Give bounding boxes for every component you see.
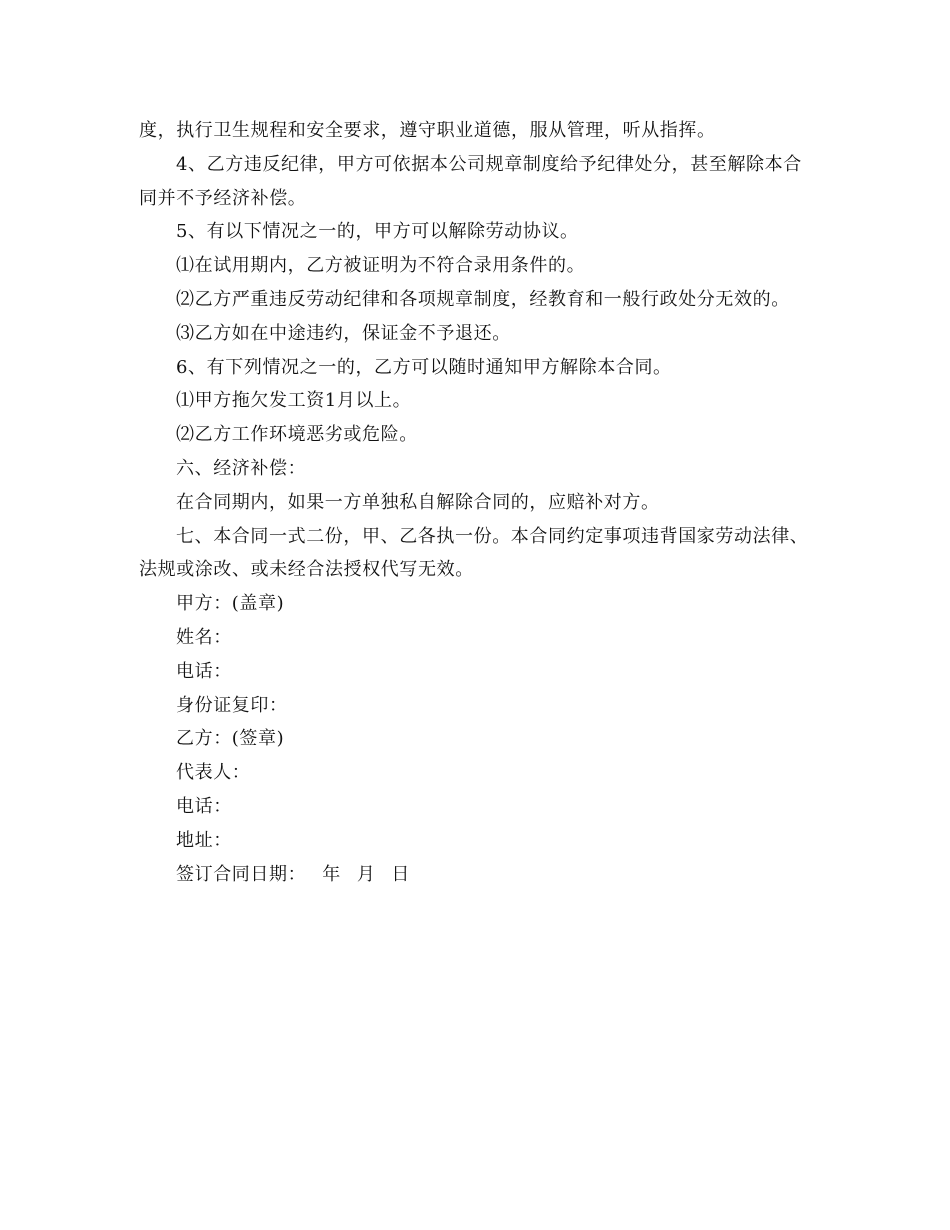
party-a-id-copy: 身份证复印： (176, 694, 288, 716)
signing-date-label: 签订合同日期： (176, 863, 307, 885)
section-7-line-1: 七、本合同一式二份，甲、乙各执一份。本合同约定事项违背国家劳动法律、 (176, 525, 809, 547)
clause-6-heading: 6、有下列情况之一的，乙方可以随时通知甲方解除本合同。 (176, 356, 672, 378)
clause-5-item-3: ⑶乙方如在中途违约，保证金不予退还。 (176, 322, 511, 344)
clause-4-line-2: 同并不予经济补偿。 (139, 187, 307, 209)
clause-6-item-2: ⑵乙方工作环境恶劣或危险。 (176, 424, 418, 446)
date-year-label: 年 (322, 863, 341, 885)
party-a-seal: 甲方：(盖章) (176, 593, 285, 615)
section-6-text: 在合同期内，如果一方单独私自解除合同的，应赔补对方。 (176, 491, 660, 513)
date-day-label: 日 (391, 863, 411, 885)
date-month-label: 月 (356, 863, 376, 885)
party-b-address: 地址： (176, 829, 232, 851)
party-a-name: 姓名： (176, 626, 232, 648)
section-7-line-2: 法规或涂改、或未经合法授权代写无效。 (139, 559, 474, 581)
clause-6-item-1: ⑴甲方拖欠发工资1月以上。 (176, 390, 412, 412)
clause-5-item-2: ⑵乙方严重违反劳动纪律和各项规章制度，经教育和一般行政处分无效的。 (176, 288, 790, 310)
section-6-heading: 六、经济补偿： (176, 457, 307, 479)
line-duty-continuation: 度，执行卫生规程和安全要求，遵守职业道德，服从管理，听从指挥。 (139, 120, 716, 141)
contract-body (139, 114, 814, 891)
clause-4-line-1: 4、乙方违反纪律，甲方可依据本公司规章制度给予纪律处分，甚至解除本合 (176, 153, 802, 175)
clause-5-item-1: ⑴在试用期内，乙方被证明为不符合录用条件的。 (176, 255, 586, 277)
party-b-phone: 电话： (176, 795, 232, 817)
signing-date-line (139, 858, 814, 892)
party-b-signature: 乙方：(签章) (176, 728, 285, 750)
clause-5-heading: 5、有以下情况之一的，甲方可以解除劳动协议。 (176, 221, 579, 243)
party-a-phone: 电话： (176, 660, 232, 682)
party-b-representative: 代表人： (176, 762, 251, 784)
